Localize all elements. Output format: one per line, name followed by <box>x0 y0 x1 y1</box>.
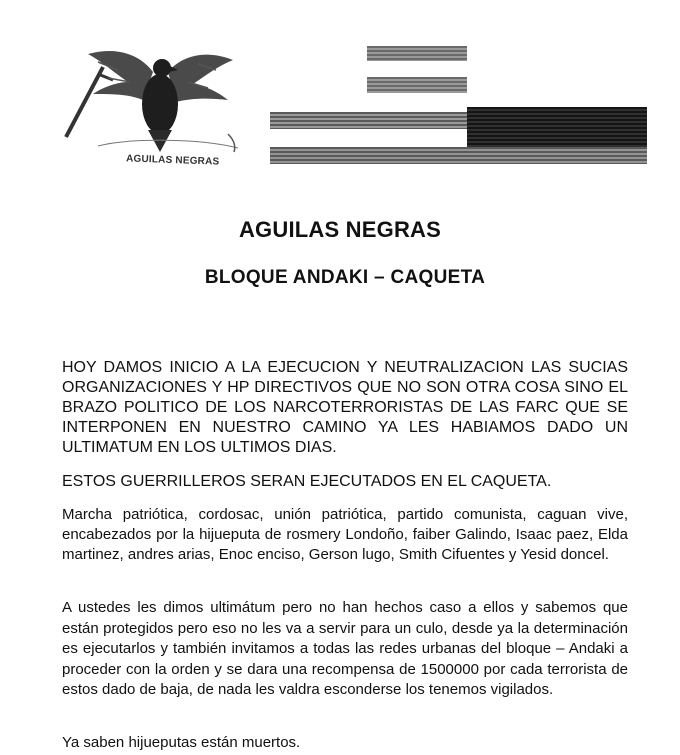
paragraph: Marcha patriótica, cordosac, unión patriótica, partido comunista, caguan vive, encabezados por la hijueputa de rosmery Londoño, faiber Galindo, Isaac paez, Elda martinez, andres arias, Enoc enciso, Gerson lugo, Smith Cifuentes y Yesid doncel. <box>62 506 628 563</box>
paragraph: ESTOS GUERRILLEROS SERAN EJECUTADOS EN EL CAQUETA. <box>62 473 552 490</box>
eagle-emblem-icon <box>58 42 248 162</box>
logo <box>58 42 248 177</box>
document-title: AGUILAS NEGRAS <box>238 217 442 242</box>
paragraph: A ustedes les dimos ultimátum pero no han hechos caso a ellos y sabemos que están protegidos pero eso no les va a servir para un culo, desde ya la determinación es ejecutarlos y también invitamos a todas las redes urbanas del bloque – Andaki a proceder con la orden y se dara una recompensa de 1500000 por cada terrorista de estos dado de baja, de nada les valdra esconderse los tenemos vigilados. <box>62 599 628 698</box>
redaction-block <box>367 77 467 93</box>
redaction-block <box>270 147 647 164</box>
document-subtitle: BLOQUE ANDAKI – CAQUETA <box>204 267 486 288</box>
logo-caption: AGUILAS NEGRAS <box>125 153 220 168</box>
paragraph: Ya saben hijueputas están muertos. <box>62 734 301 751</box>
redaction-block <box>467 107 647 147</box>
paragraph: HOY DAMOS INICIO A LA EJECUCION Y NEUTRALIZACION LAS SUCIAS ORGANIZACIONES Y HP DIRECTIVOS QUE NO SON OTRA COSA SINO EL BRAZO POLITICO DE LOS NARCOTERRORISTAS DE LAS FARC QUE SE INTERPONEN EN NUESTRO CAMINO YA LES HABIAMOS DADO UN ULTIMATUM EN LOS ULTIMOS DIAS. <box>62 359 628 456</box>
redaction-block <box>367 46 467 61</box>
redaction-block <box>270 112 467 129</box>
